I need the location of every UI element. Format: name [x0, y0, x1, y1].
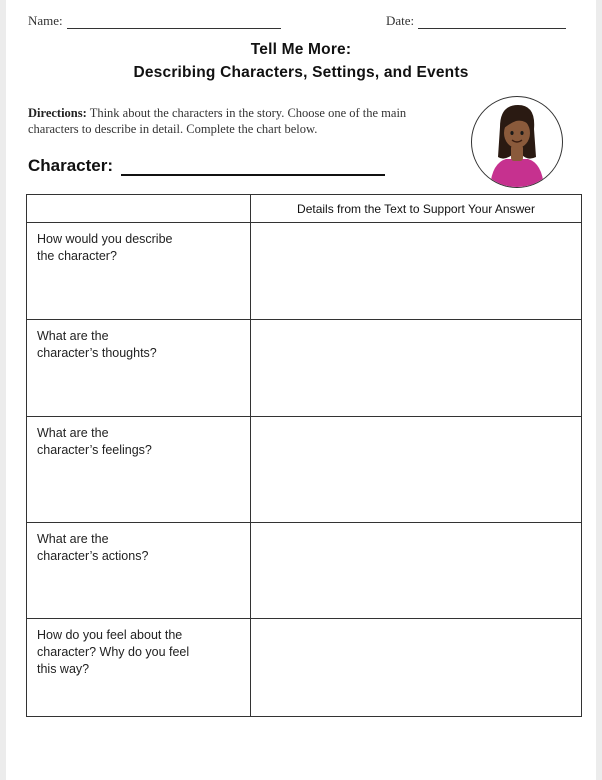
chart-header-prompt	[27, 195, 251, 223]
girl-illustration-icon	[472, 97, 562, 187]
chart-question	[27, 223, 251, 320]
chart-answer-cell[interactable]	[251, 619, 582, 717]
directions-label: Directions:	[28, 106, 87, 120]
directions-body: Think about the characters in the story. Choose one of the main characters to describe in detail. Complete the chart below.	[28, 106, 407, 136]
worksheet-title: Tell Me More:	[250, 41, 352, 58]
chart-question	[27, 320, 251, 417]
character-avatar	[471, 96, 563, 188]
chart-answer-cell[interactable]	[251, 417, 582, 523]
question-line: character? Why do you feel	[37, 645, 190, 659]
shirt-shape	[490, 159, 544, 187]
question-line: What are the	[37, 532, 109, 546]
question-line: How would you describe	[37, 232, 173, 246]
chart-answer-cell[interactable]	[251, 223, 582, 320]
chart-question	[27, 523, 251, 619]
chart-row	[27, 320, 582, 417]
chart-row	[27, 417, 582, 523]
character-field[interactable]	[28, 156, 385, 176]
chart-answer-cell[interactable]	[251, 320, 582, 417]
chart-row	[27, 619, 582, 717]
chart-header-details: Details from the Text to Support Your Answer	[251, 195, 582, 223]
date-field[interactable]	[386, 13, 566, 29]
question-line: the character?	[37, 249, 117, 263]
name-field[interactable]	[28, 13, 281, 29]
question-line: character’s actions?	[37, 549, 149, 563]
character-chart	[26, 194, 582, 717]
worksheet-page	[6, 0, 596, 780]
chart-answer-cell[interactable]	[251, 523, 582, 619]
name-label: Name:	[28, 13, 63, 28]
question-line: What are the	[37, 426, 109, 440]
character-label: Character:	[28, 156, 114, 175]
chart-row	[27, 523, 582, 619]
question-line: How do you feel about the	[37, 628, 183, 642]
date-blank-line[interactable]	[418, 14, 566, 29]
directions-text	[28, 105, 428, 137]
character-blank-line[interactable]	[121, 156, 385, 176]
date-label: Date:	[386, 13, 415, 28]
chart-row	[27, 223, 582, 320]
worksheet-subtitle: Describing Characters, Settings, and Events	[133, 64, 469, 81]
question-line: this way?	[37, 662, 90, 676]
question-line: character’s feelings?	[37, 443, 152, 457]
question-line: character’s thoughts?	[37, 346, 157, 360]
chart-question	[27, 619, 251, 717]
chart-header-row	[27, 195, 582, 223]
question-line: What are the	[37, 329, 109, 343]
chart-question	[27, 417, 251, 523]
name-blank-line[interactable]	[67, 14, 281, 29]
